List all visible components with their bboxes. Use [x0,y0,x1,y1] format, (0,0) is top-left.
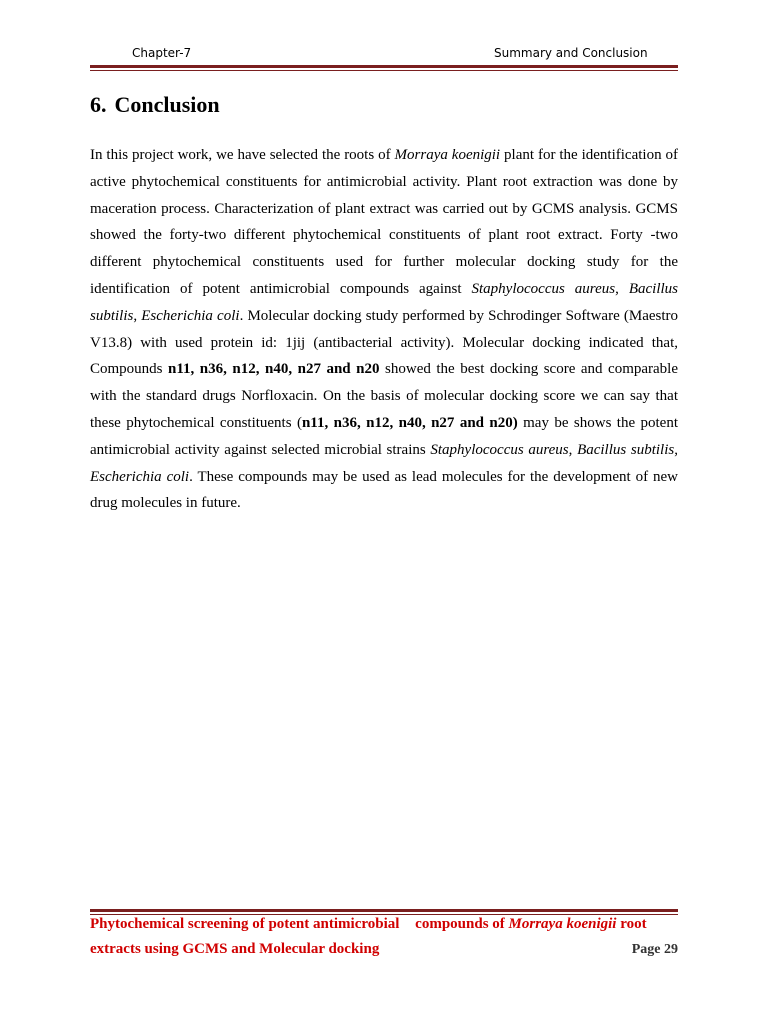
footer-title-line1: Phytochemical screening of potent antimicrobial compounds of Morraya koenigii root [90,916,647,932]
page-number: Page 29 [631,942,678,957]
heading-title: Conclusion [114,92,220,117]
heading-number: 6. [90,92,107,117]
conclusion-paragraph: In this project work, we have selected the roots of Morraya koenigii plant for the identification of active phytochemical constituents for antimicrobial activity. Plant root extraction was done by maceration process. Characterization of plant extract was carried out by GCMS analysis. GCMS showed the forty-two different phytochemical constituents of plant root extract. Forty -two different phytochemical constituents used for further molecular docking study for the identification of potent antimicrobial compounds against Staphylococcus aureus, Bacillus subtilis, Escherichia coli. Molecular docking study performed by Schrodinger Software (Maestro V13.8) with used protein id: 1jij (antibacterial activity). Molecular docking indicated that, Compounds n11, n36, n12, n40, n27 and n20 showed the best docking score and comparable with the standard drugs Norfloxacin. On the basis of molecular docking score we can say that these phytochemical constituents (n11, n36, n12, n40, n27 and n20) may be shows the potent antimicrobial activity against selected microbial strains Staphylococcus aureus, Bacillus subtilis, Escherichia coli. These compounds may be used as lead molecules for the development of new drug molecules in future. [90,147,679,512]
organism-name: Staphylococcus aureus [430,441,569,458]
compound-list: n11, n36, n12, n40, n27 and n20) [301,414,518,431]
organism-name: Escherichia coli [90,468,190,485]
plant-name: Morraya koenigii [394,147,501,163]
footer-title-line2: extracts using GCMS and Molecular docking [90,941,380,957]
organism-name: Bacillus subtilis [577,441,675,458]
section-heading [90,92,220,118]
compound-list: n11, n36, n12, n40, n27 and n20 [168,361,380,378]
header-section-title: Summary and Conclusion [494,46,648,60]
footer-rule-thick [90,909,678,912]
header-chapter: Chapter-7 [132,46,192,60]
header-rule-thin [90,70,678,71]
organism-name: Bacillus subtilis [90,280,679,324]
footer-rule-thin [90,914,678,915]
organism-name: Escherichia coli [141,307,240,324]
organism-name: Staphylococcus aureus [471,280,616,297]
header-rule-thick [90,65,678,68]
